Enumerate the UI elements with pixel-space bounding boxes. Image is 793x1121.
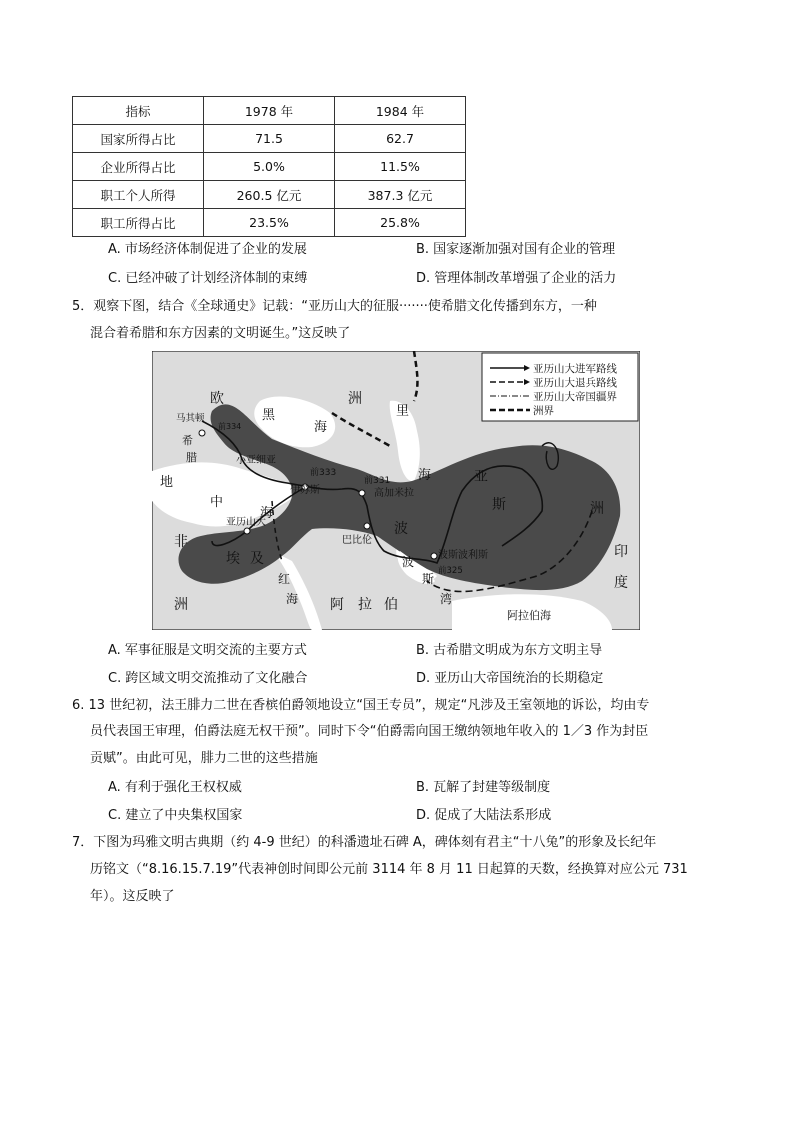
table-cell: 25.8% (335, 209, 466, 237)
label-asia-ya: 亚 (474, 469, 488, 485)
q6-option-d[interactable]: D. 促成了大陆法系形成 (416, 808, 552, 823)
table-cell: 260.5 亿元 (204, 181, 335, 209)
table-cell: 企业所得占比 (73, 153, 204, 181)
label-egypt-ji: 及 (250, 551, 264, 567)
q6-stem-line2: 员代表国王审理，伯爵法庭无权干预”。同时下令“伯爵需向国王缴纳领地年收入的 1／3 作为封臣 (90, 724, 649, 739)
label-caspian-li: 里 (396, 404, 410, 419)
babylon-marker (364, 523, 370, 529)
label-gaugamela: 高加米拉 (374, 488, 414, 499)
table-cell: 387.3 亿元 (335, 181, 466, 209)
label-greece-la: 腊 (186, 451, 197, 464)
q5-stem-line2: 混合着希腊和东方因素的文明诞生。”这反映了 (90, 326, 351, 341)
label-red-sea-hai: 海 (286, 592, 299, 606)
table-cell: 职工个人所得 (73, 181, 204, 209)
q4-option-a[interactable]: A. 市场经济体制促进了企业的发展 (108, 242, 307, 257)
table-header-cell: 指标 (73, 97, 204, 125)
table-cell: 23.5% (204, 209, 335, 237)
q6-option-a[interactable]: A. 有利于强化王权权威 (108, 780, 242, 795)
table-cell: 5.0% (204, 153, 335, 181)
label-black-sea-hai: 海 (314, 420, 328, 435)
label-issus: 伊苏斯 (290, 485, 320, 496)
table-cell: 11.5% (335, 153, 466, 181)
label-red-sea-hong: 红 (278, 572, 291, 586)
q4-option-c[interactable]: C. 已经冲破了计划经济体制的束缚 (108, 271, 308, 286)
label-caspian-hai: 海 (418, 468, 432, 483)
q6-stem-line1: 6. 13 世纪初，法王腓力二世在香槟伯爵领地设立“国王专员”，规定“凡涉及王室领地的诉讼，均由专 (72, 698, 650, 713)
label-med-hai: 海 (260, 506, 274, 521)
q4-option-d[interactable]: D. 管理体制改革增强了企业的活力 (416, 271, 617, 286)
q7-stem-line3: 年）。这反映了 (90, 889, 175, 904)
q6-option-c[interactable]: C. 建立了中央集权国家 (108, 808, 243, 823)
legend-label-border: 亚历山大帝国疆界 (533, 391, 617, 403)
q5-option-c[interactable]: C. 跨区域文明交流推动了文化融合 (108, 671, 308, 686)
label-gulf-wan: 湾 (440, 592, 453, 606)
alexandria-marker (244, 528, 250, 534)
label-africa-zhou: 洲 (174, 597, 188, 613)
label-asia-zhou: 洲 (590, 501, 604, 517)
label-macedonia: 马其顿 (176, 413, 205, 424)
label-gulf-si: 斯 (422, 572, 435, 586)
label-year-325: 前325 (438, 566, 463, 576)
table-cell: 62.7 (335, 125, 466, 153)
label-gulf-bo: 波 (402, 555, 415, 569)
label-black-sea-hei: 黑 (262, 408, 276, 423)
label-india-du: 度 (614, 575, 628, 591)
macedonia-marker (199, 430, 205, 436)
label-year-334: 前334 (218, 422, 242, 431)
q4-option-b[interactable]: B. 国家逐渐加强对国有企业的管理 (416, 242, 616, 257)
label-year-331: 前331 (364, 476, 391, 486)
legend-label-retreat: 亚历山大退兵路线 (533, 377, 617, 389)
table-row (73, 153, 466, 181)
label-persepolis: 波斯波利斯 (438, 550, 488, 561)
label-arabian-sea: 阿拉伯海 (507, 609, 551, 622)
legend-label-continent: 洲界 (533, 405, 554, 417)
legend-label-advance: 亚历山大进军路线 (533, 363, 617, 375)
label-africa-fei: 非 (174, 534, 188, 550)
q5-stem-line1: 5．观察下图，结合《全球通史》记载：“亚历山大的征服·······使希腊文化传播到东方，一种 (72, 299, 597, 314)
table-header-cell: 1984 年 (335, 97, 466, 125)
label-europe-zhou: 洲 (348, 391, 362, 407)
alexander-campaign-map (152, 351, 640, 630)
table-cell: 职工所得占比 (73, 209, 204, 237)
q5-option-d[interactable]: D. 亚历山大帝国统治的长期稳定 (416, 671, 604, 686)
label-greece-xi: 希 (182, 434, 193, 447)
income-distribution-table (72, 96, 466, 237)
q5-option-b[interactable]: B. 古希腊文明成为东方文明主导 (416, 643, 603, 658)
label-egypt-ai: 埃 (226, 551, 240, 567)
label-europe-ou: 欧 (210, 391, 224, 407)
label-arabia-a: 阿 (330, 597, 344, 613)
label-arabia-la: 拉 (358, 597, 372, 613)
q7-stem-line1: 7．下图为玛雅文明古典期（约 4-9 世纪）的科潘遗址石碑 A，碑体刻有君主“十八兔”的形象及长纪年 (72, 835, 657, 850)
table-header-cell: 1978 年 (204, 97, 335, 125)
table-cell: 71.5 (204, 125, 335, 153)
label-arabia-bo: 伯 (384, 597, 398, 613)
gaugamela-marker (359, 490, 365, 496)
label-india-yin: 印 (614, 544, 628, 560)
persepolis-marker (431, 553, 437, 559)
label-babylon: 巴比伦 (342, 535, 372, 546)
table-row (73, 125, 466, 153)
q5-option-a[interactable]: A. 军事征服是文明交流的主要方式 (108, 643, 307, 658)
label-year-333: 前333 (310, 468, 337, 478)
table-cell: 国家所得占比 (73, 125, 204, 153)
q7-stem-line2: 历铭文（“8.16.15.7.19”代表神创时间即公元前 3114 年 8 月 11 日起算的天数，经换算对应公元 731 (90, 862, 688, 877)
table-row (73, 209, 466, 237)
label-alexandria: 亚历山大 (226, 517, 266, 528)
q6-option-b[interactable]: B. 瓦解了封建等级制度 (416, 780, 551, 795)
label-med-di: 地 (160, 475, 174, 490)
label-asia-minor: 小亚细亚 (236, 455, 276, 466)
table-row (73, 181, 466, 209)
q6-stem-line3: 贡赋”。由此可见，腓力二世的这些措施 (90, 751, 318, 766)
label-persia-bo: 波 (394, 521, 408, 537)
label-med-zhong: 中 (210, 495, 224, 510)
table-header-row (73, 97, 466, 125)
label-asia-si: 斯 (492, 497, 506, 513)
